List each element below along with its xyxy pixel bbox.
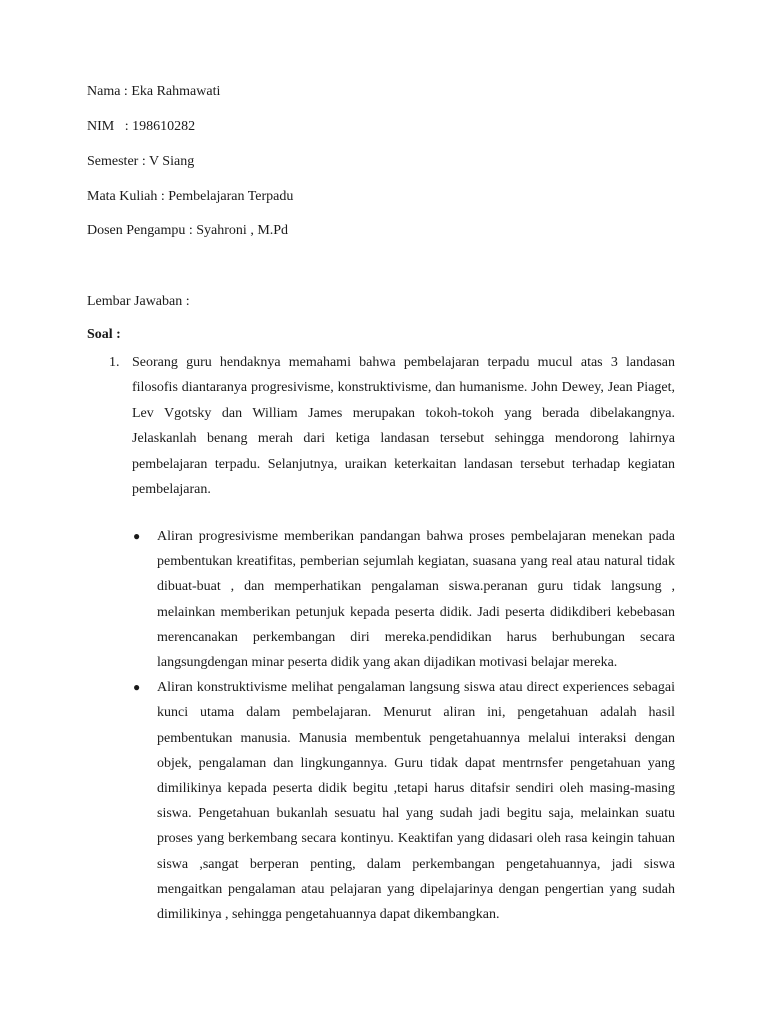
question-heading: Soal : [87, 327, 121, 342]
course-name: Mata Kuliah : Pembelajaran Terpadu [87, 189, 294, 204]
student-nim: NIM : 198610282 [87, 119, 196, 134]
answer-sheet-heading: Lembar Jawaban : [87, 294, 190, 309]
bullet-icon: ● [133, 529, 141, 543]
answer-list [131, 524, 675, 927]
question-item [109, 350, 675, 502]
question-number: 1. [109, 355, 120, 370]
lecturer: Dosen Pengampu : Syahroni , M.Pd [87, 223, 289, 238]
semester: Semester : V Siang [87, 154, 195, 169]
student-name: Nama : Eka Rahmawati [87, 84, 221, 99]
answer-text: Aliran konstruktivisme melihat pengalaman langsung siswa atau direct experiences sebagai kunci utama dalam pembelajaran. Menurut aliran ini, pengetahuan adalah hasil pembentukan manusia. Manusia membentuk pengetahuannya melalui interaksi dengan objek, pengalaman dan lingkungannya. Guru tidak dapat mentrnsfer pengetahuan yang dimilikinya kepada peserta didik begitu ,tetapi harus ditafsir sendiri oleh masing-masing siswa. Pengetahuan bukanlah sesuatu hal yang sudah jadi begitu saja, melainkan suatu proses yang berkembang secara kontinyu. Keaktifan yang didasari oleh rasa keingin tahuan siswa ,sangat berperan penting, dalam perkembangan pengetahuannya, jadi siswa mengaitkan pengalaman atau pelajaran yang dipelajarinya dengan pengertian yang sudah dimilikinya , sehingga pengetahuannya dapat dikembangkan. [157, 680, 675, 923]
answer-item-konstruktivisme [131, 675, 675, 927]
bullet-icon: ● [133, 680, 141, 695]
question-text: Seorang guru hendaknya memahami bahwa pembelajaran terpadu mucul atas 3 landasan filosofis diantaranya progresivisme, konstruktivisme, dan humanisme. John Dewey, Jean Piaget, Lev Vgotsky dan William James merupakan tokoh-tokoh yang berada dibelakangnya. Jelaskanlah benang merah dari ketiga landasan tersebut sehingga mendorong lahirnya pembelajaran terpadu. Selanjutnya, uraikan keterkaitan landasan tersebut terhadap kegiatan pembelajaran. [132, 355, 675, 498]
answer-text: Aliran progresivisme memberikan pandangan bahwa proses pembelajaran menekan pada pembentukan kreatifitas, pemberian sejumlah kegiatan, suasana yang real atau natural tidak dibuat-buat , dan memperhatikan pengalaman siswa.peranan guru tidak langsung , melainkan memberikan petunjuk kepada peserta didik. Jadi peserta didikdiberi kebebasan merencanakan perkembangan diri mereka.pendidikan harus berhubungan secara langsungdengan minar peserta didik yang akan dijadikan motivasi belajar mereka. [157, 529, 675, 671]
answer-item-progresivisme [131, 524, 675, 675]
